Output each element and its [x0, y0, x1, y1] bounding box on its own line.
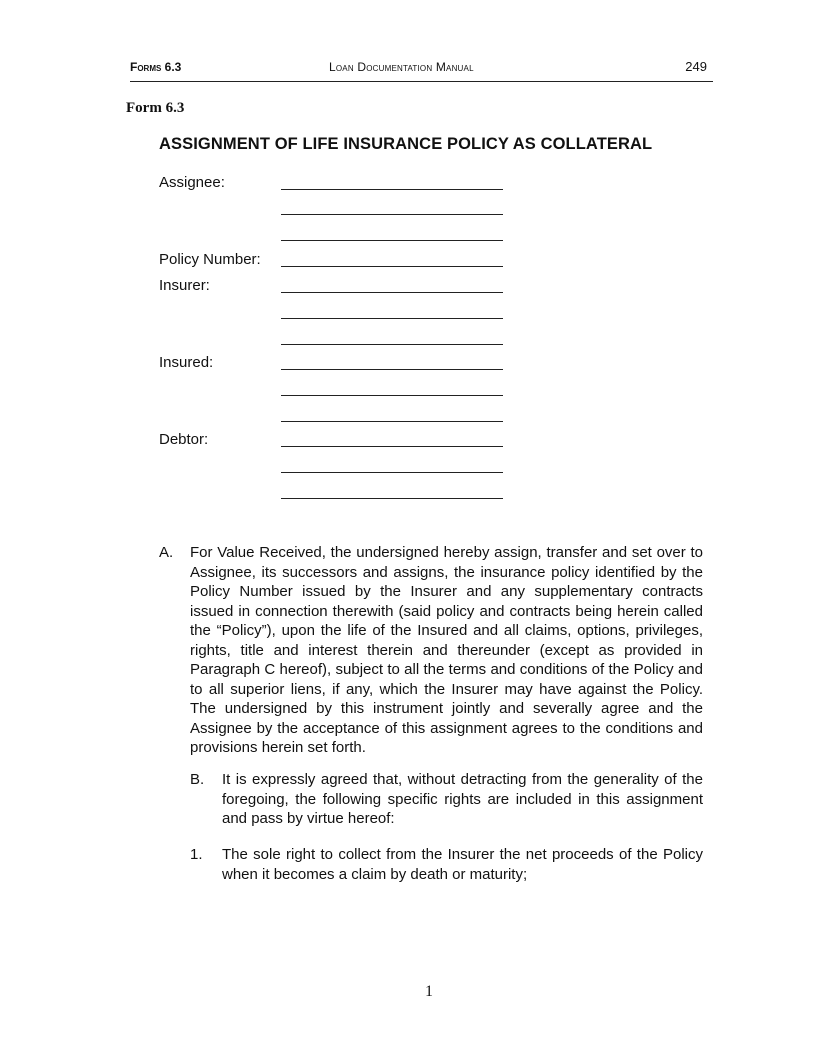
paragraph-b-text: It is expressly agreed that, without detracting from the generality of the foregoing, the following specific rights are included in this assignment and pass by virtue hereof: — [222, 771, 703, 827]
document-title: ASSIGNMENT OF LIFE INSURANCE POLICY AS COLLATERAL — [159, 135, 653, 153]
assignee-line-1[interactable] — [281, 189, 503, 190]
paragraph-b-marker: B. — [190, 771, 205, 788]
running-head-section: Forms 6.3 — [130, 60, 182, 74]
insured-line-1[interactable] — [281, 369, 503, 370]
assignee-label: Assignee: — [159, 174, 225, 191]
insurer-line-2[interactable] — [281, 318, 503, 319]
insurer-line-3[interactable] — [281, 344, 503, 345]
paragraph-a-text: For Value Received, the undersigned hereby assign, transfer and set over to Assignee, its successors and assigns, the insurance policy identified by the Policy Number issued by the Insurer and any supplementary contracts issued in connection therewith (said policy and contracts being herein called the “Policy”), upon the life of the Insured and all claims, options, privileges, rights, title and interest therein and thereunder (except as provided in Paragraph C hereof), subject to all the terms and conditions of the Policy and to all superior liens, if any, which the Insurer may have against the Policy. The undersigned by this instrument jointly and severally agree and the Assignee by the acceptance of this assignment agrees to the conditions and provisions herein set forth. — [190, 544, 703, 756]
assignee-line-3[interactable] — [281, 240, 503, 241]
paragraph-a-marker: A. — [159, 544, 174, 561]
insurer-label: Insurer: — [159, 277, 210, 294]
insured-label: Insured: — [159, 354, 214, 371]
form-label: Form 6.3 — [126, 100, 185, 116]
page-number: 1 — [425, 983, 433, 1000]
debtor-label: Debtor: — [159, 431, 209, 448]
debtor-line-3[interactable] — [281, 498, 503, 499]
insured-line-2[interactable] — [281, 395, 503, 396]
assignee-line-2[interactable] — [281, 214, 503, 215]
policy-number-label: Policy Number: — [159, 251, 261, 268]
item-1-marker: 1. — [190, 846, 203, 863]
debtor-line-1[interactable] — [281, 446, 503, 447]
running-head-page-number: 249 — [685, 59, 707, 74]
policy-number-line[interactable] — [281, 266, 503, 267]
insurer-line-1[interactable] — [281, 292, 503, 293]
debtor-line-2[interactable] — [281, 472, 503, 473]
item-1-text: The sole right to collect from the Insurer the net proceeds of the Policy when it becomes a claim by death or maturity; — [222, 846, 703, 883]
running-head — [130, 59, 713, 82]
insured-line-3[interactable] — [281, 421, 503, 422]
running-head-manual-title: Loan Documentation Manual — [329, 60, 474, 74]
